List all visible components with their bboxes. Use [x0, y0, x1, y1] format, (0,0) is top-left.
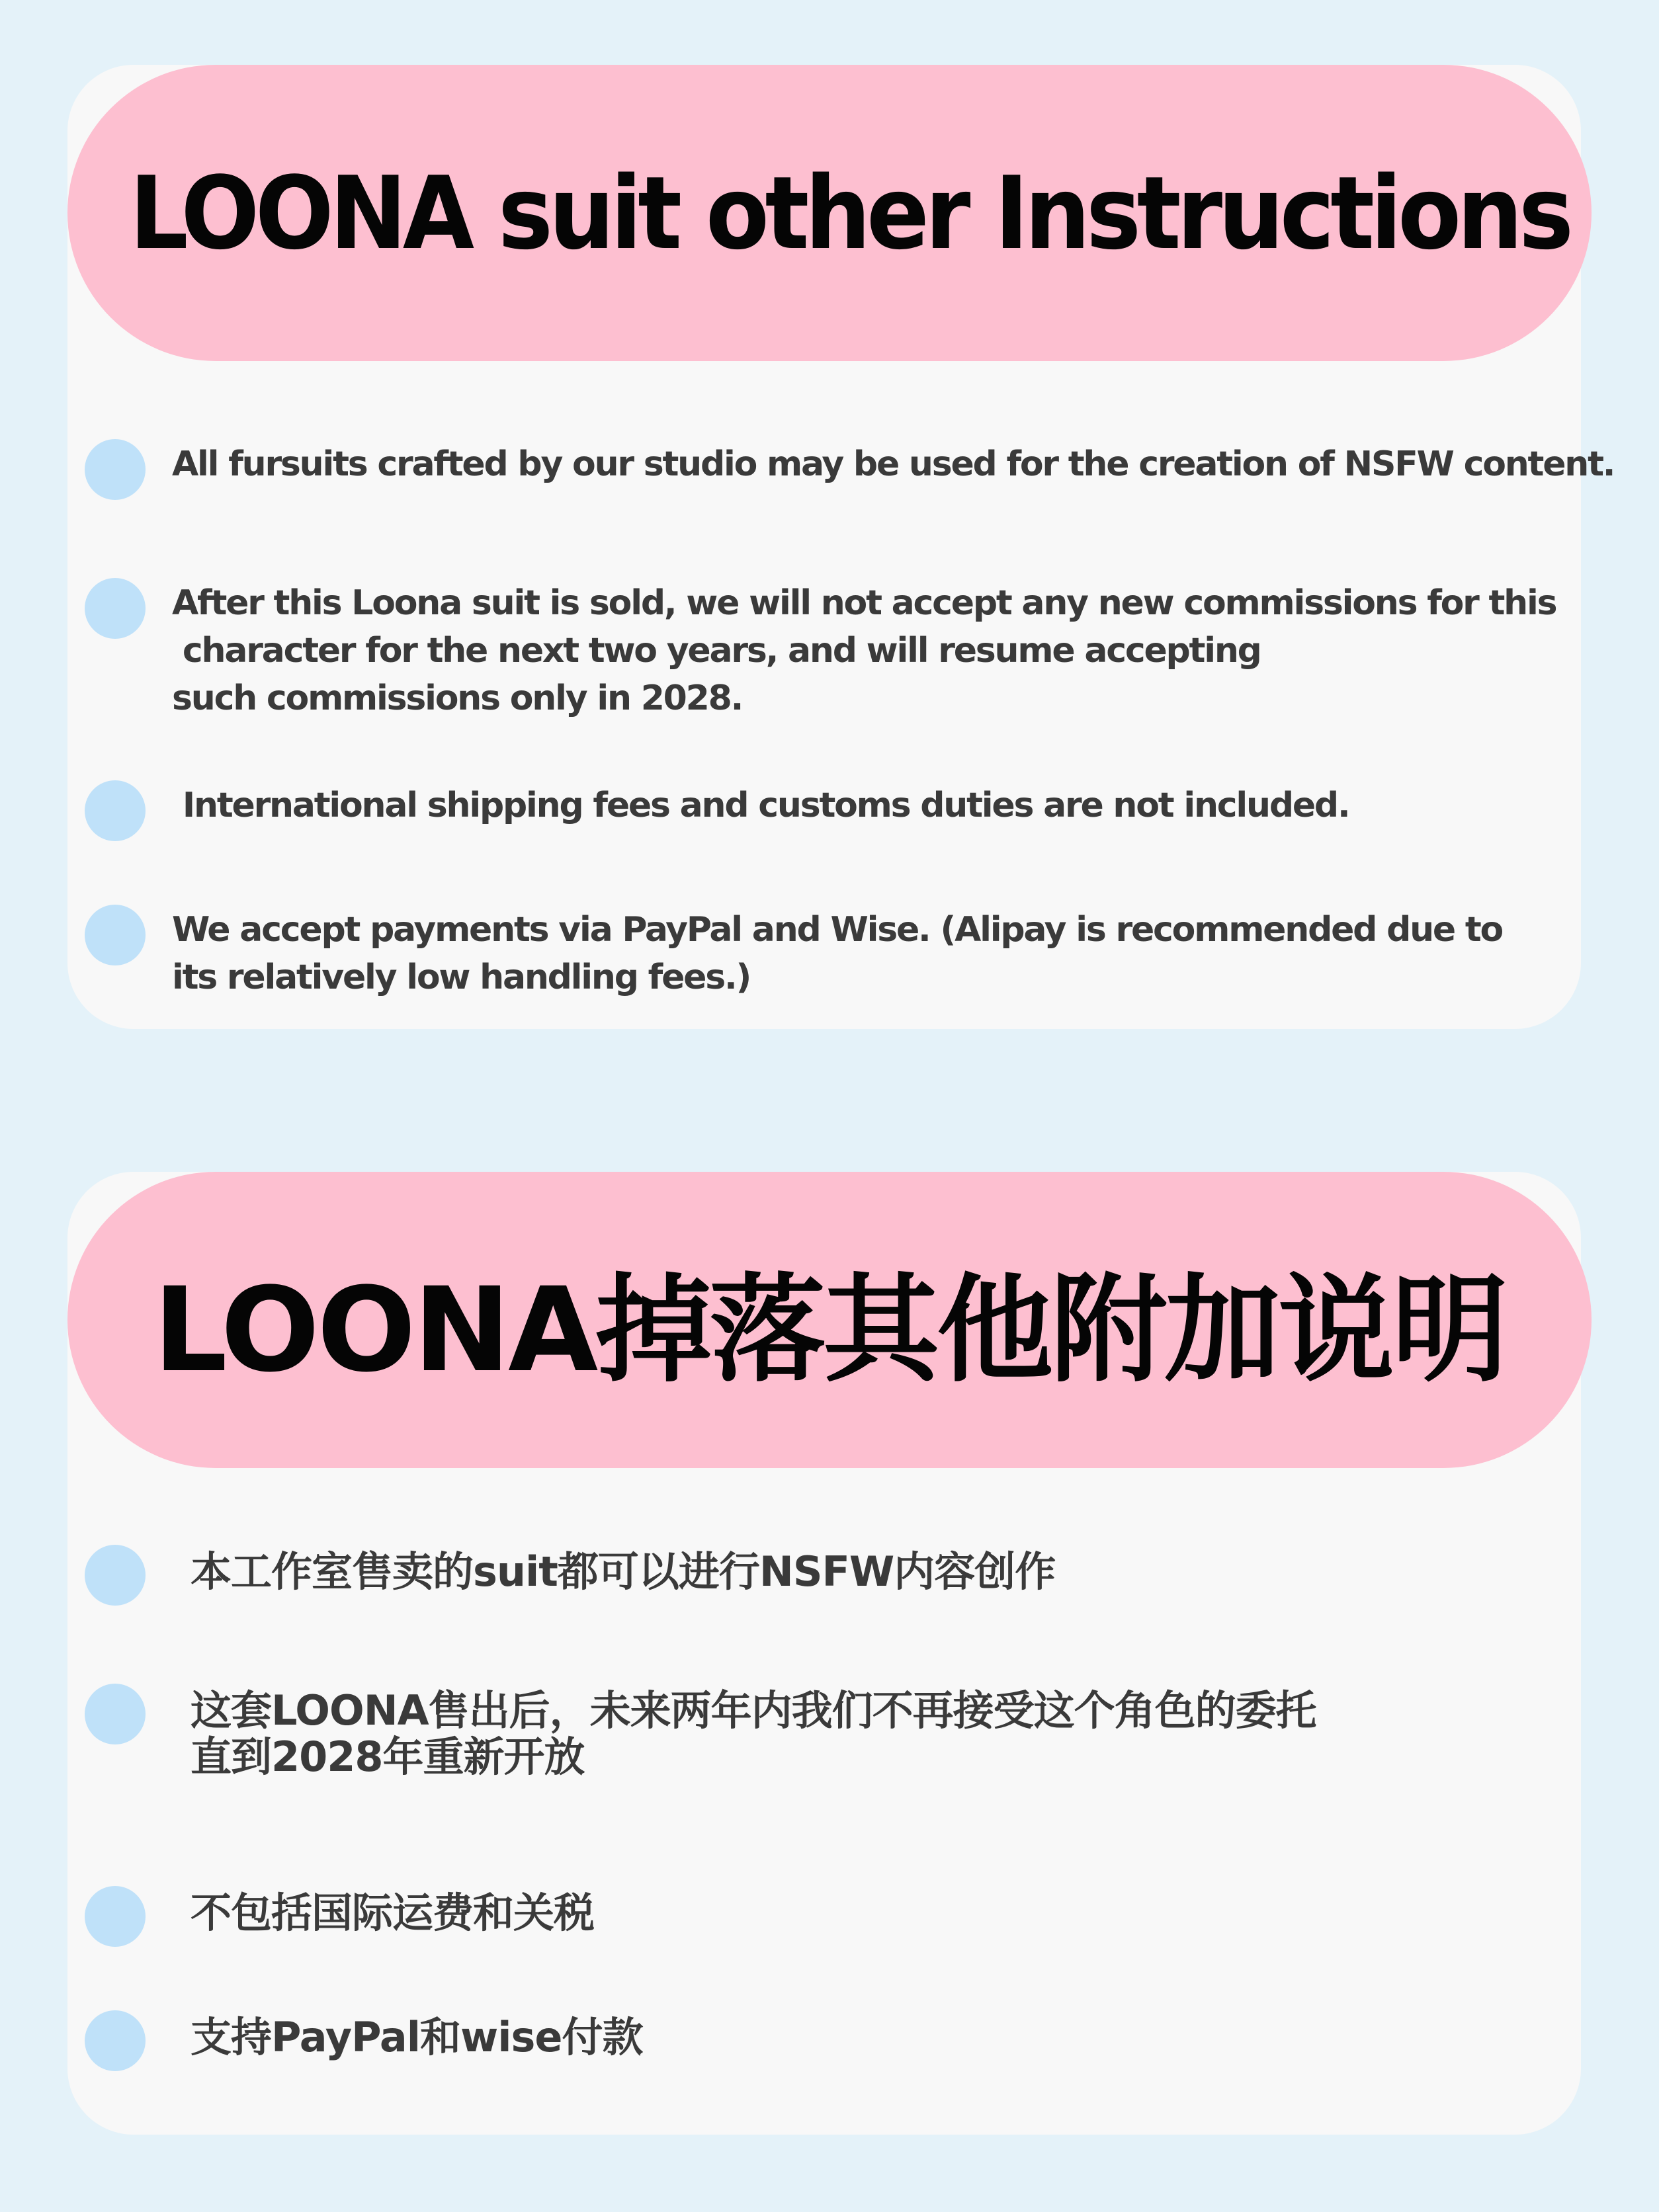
title-banner-english	[67, 65, 1592, 361]
instruction-nsfw-text: All fursuits crafted by our studio may be used for the creation of NSFW content.	[172, 444, 1615, 484]
instructions-card-english	[67, 65, 1615, 1029]
bullet-dot-icon	[85, 578, 146, 639]
instruction-shipping-text: International shipping fees and customs duties are not included.	[172, 786, 1349, 825]
bullet-dot-icon	[85, 2010, 146, 2071]
instruction-payment-text-zh: 支持PayPal和wise付款	[191, 2013, 643, 2061]
instruction-payment-text: We accept payments via PayPal and Wise. (Alipay is recommended due to its relatively low handling fees.)	[172, 910, 1503, 997]
instructions-card-chinese	[67, 1172, 1581, 2135]
instruction-commission-pause-text: After this Loona suit is sold, we will not accept any new commissions for this character for the next two years, and will resume accepting such commissions only in 2028.	[172, 583, 1556, 718]
bullet-dot-icon	[85, 1545, 146, 1606]
bullet-dot-icon	[85, 439, 146, 500]
bullet-dot-icon	[85, 1886, 146, 1947]
page-title-english: LOONA suit other Instructions	[129, 154, 1570, 272]
bullet-dot-icon	[85, 905, 146, 965]
page-title-chinese: LOONA掉落其他附加说明	[153, 1262, 1506, 1398]
bullet-dot-icon	[85, 780, 146, 841]
instruction-commission-pause-text-zh: 这套LOONA售出后，未来两年内我们不再接受这个角色的委托 直到2028年重新开放	[191, 1686, 1316, 1781]
bullet-dot-icon	[85, 1684, 146, 1744]
title-banner-chinese	[67, 1172, 1592, 1468]
instruction-nsfw-text-zh: 本工作室售卖的suit都可以进行NSFW内容创作	[191, 1547, 1056, 1596]
instruction-shipping-text-zh: 不包括国际运费和关税	[191, 1889, 595, 1937]
